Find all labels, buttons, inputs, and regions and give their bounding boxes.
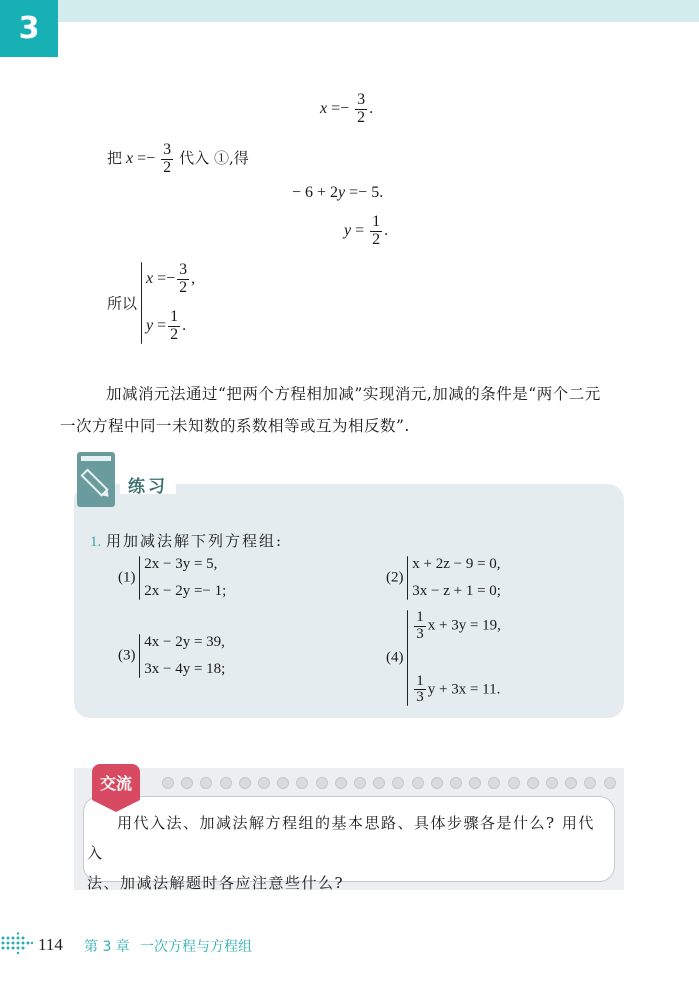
problem-2 [386,556,501,600]
problem-3 [118,634,225,678]
exercise-prompt: 用加减法解下列方程组: [106,532,284,550]
var-y: y [344,221,352,239]
system-brace [139,556,226,600]
system-brace [139,634,225,678]
equation-substituted [292,184,383,202]
chapter-number-tab: 3 [0,0,58,57]
problem-label: (1) [118,569,136,586]
system-brace [407,610,501,706]
pencil-notebook-icon [77,452,115,507]
period: . [369,99,374,117]
system-lines [408,556,501,600]
numerator: 1 [372,213,381,230]
decorative-dot [527,777,539,789]
decorative-dot [239,777,251,789]
equation-1: x + 2z − 9 = 0, [412,556,501,572]
var-x: x [126,149,134,167]
substitution-line [107,142,249,177]
footer-chapter: 第 3 章 [84,939,130,955]
header-bar [58,0,699,22]
decorative-dot [220,777,232,789]
equation-2: 2x − 2y =− 1; [144,583,227,599]
conclusion-system [107,262,195,344]
var-x: x [320,99,328,117]
denominator: 2 [163,158,172,176]
system-brace [407,556,501,600]
equals: =− [331,99,350,117]
equals: =− [137,149,156,167]
system-brace [141,262,195,344]
page-number: 114 [38,935,63,954]
denominator: 2 [357,108,366,126]
decorative-dot [431,777,443,789]
denominator: 2 [372,230,381,248]
fraction [161,142,173,177]
discussion-text [87,808,607,898]
decorative-dot [412,777,424,789]
var-y: y [338,184,346,201]
equals: = [355,221,365,239]
footer-chapter-title: 一次方程与方程组 [140,939,252,955]
fraction [355,92,367,127]
decorative-dot [258,777,270,789]
decorative-dot [604,777,616,789]
decorative-dot [508,777,520,789]
equation-2: $\frac{1}{3}$ y + 3x = 11. [416,672,501,706]
paragraph-line: 一次方程中同一未知数的系数相等或互为相反数”. [60,417,410,435]
decorative-dot [450,777,462,789]
discussion-line: 用代入法、加减法解方程组的基本思路、具体步骤各是什么? 用代入 [87,814,595,862]
system-lines [142,262,195,344]
equation-2: 3x − z + 1 = 0; [412,583,501,599]
fraction [370,214,382,249]
equation-x-value [320,92,373,127]
system-lines [408,610,501,706]
explanation-paragraph [60,378,632,442]
equation-1: 4x − 2y = 39, [144,634,225,650]
problem-label: (2) [386,569,404,586]
practice-title: 练习 [128,477,168,497]
text-suffix: 代入 ①,得 [179,148,249,167]
practice-box [74,484,624,718]
numerator: 3 [357,91,366,108]
decorative-dot [354,777,366,789]
exercise-1-prompt [90,530,283,551]
decorative-dot [162,777,174,789]
equation-y-value [344,214,388,249]
equation-1: 2x − 3y = 5, [144,556,218,572]
decorative-dot [546,777,558,789]
problem-1 [118,556,226,600]
discussion-tag: 交流 [92,764,140,800]
paragraph-line: 加减消元法通过“把两个方程相加减”实现消元,加减的条件是“两个二元 [106,385,601,403]
equation-2: 3x − 4y = 18; [144,661,226,677]
decorative-dot [316,777,328,789]
decorative-dot [335,777,347,789]
period: . [384,221,389,239]
system-lines [140,556,226,600]
system-lines [140,634,225,678]
footer-dots-icon [0,932,34,960]
problem-label: (3) [118,647,136,664]
expr: − 6 + 2 [292,184,339,201]
exercise-number: 1. [90,534,102,550]
numerator: 3 [163,141,172,158]
problem-4 [386,610,501,706]
expr-rest: =− 5. [345,184,384,201]
conclusion-label: 所以 [107,294,138,313]
equation-1: $\frac{1}{3}$ x + 3y = 19, [416,609,501,642]
discussion-line: 法、加减法解题时各应注意些什么? [87,874,345,892]
text-prefix: 把 [107,148,123,167]
system-row-x: x =− $\frac{3}{2}$ , [146,261,196,296]
problem-label: (4) [386,649,404,666]
system-row-y: y = $\frac{1}{2}$ . [146,308,187,344]
